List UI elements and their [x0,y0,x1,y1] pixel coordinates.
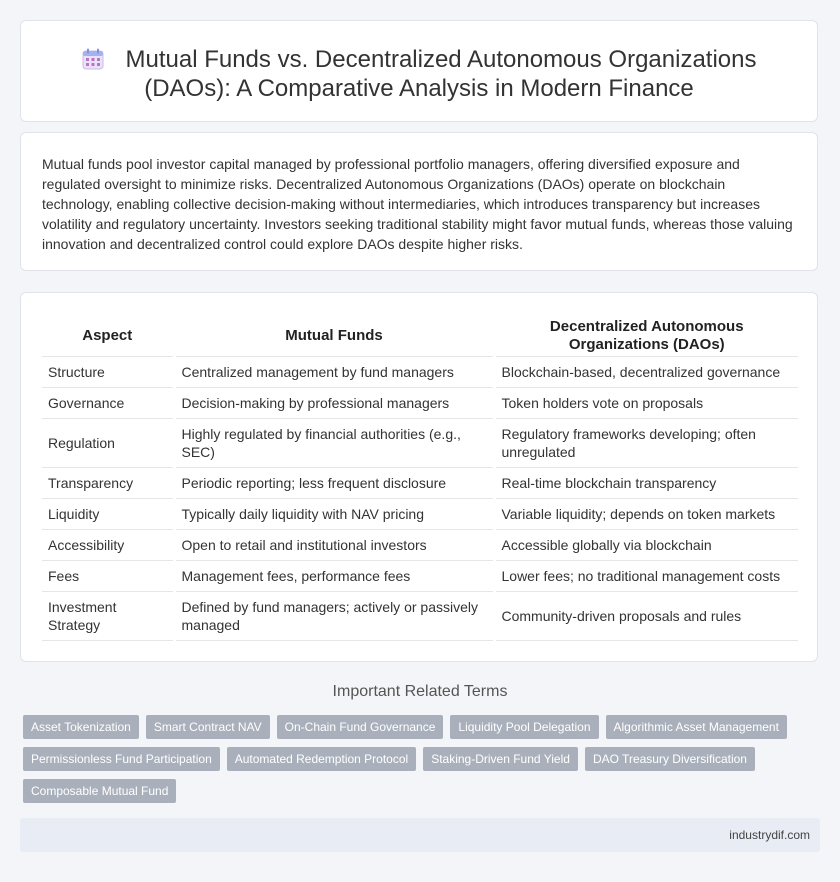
intro-card [20,132,818,271]
table-cell: Highly regulated by financial authorities (e.g., SEC) [174,418,494,467]
table-row [42,591,798,640]
related-term-tag[interactable]: Permissionless Fund Participation [23,747,220,771]
table-cell: Periodic reporting; less frequent disclosure [174,467,494,498]
title-line-2: (DAOs): A Comparative Analysis in Modern Finance [144,75,694,102]
comparison-table [42,316,798,641]
table-row [42,498,798,529]
table-cell: Defined by fund managers; actively or passively managed [174,591,494,640]
related-terms-list [23,715,823,811]
table-cell: Regulation [42,418,174,467]
title-line-1: Mutual Funds vs. Decentralized Autonomous Organizations [125,46,757,73]
table-cell: Structure [42,356,174,387]
page-title [21,45,817,103]
table-cell: Variable liquidity; depends on token markets [494,498,798,529]
title-card [20,20,818,122]
table-row [42,467,798,498]
table-cell: Fees [42,560,174,591]
related-term-tag[interactable]: On-Chain Fund Governance [277,715,444,739]
table-cell: Accessibility [42,529,174,560]
related-term-tag[interactable]: Staking-Driven Fund Yield [423,747,578,771]
related-term-tag[interactable]: Asset Tokenization [23,715,139,739]
table-cell: Liquidity [42,498,174,529]
related-term-tag[interactable]: Composable Mutual Fund [23,779,176,803]
table-cell: Lower fees; no traditional management costs [494,560,798,591]
table-row [42,387,798,418]
table-cell: Accessible globally via blockchain [494,529,798,560]
table-cell: Regulatory frameworks developing; often unregulated [494,418,798,467]
table-row [42,356,798,387]
table-cell: Real-time blockchain transparency [494,467,798,498]
table-row [42,560,798,591]
related-term-tag[interactable]: Liquidity Pool Delegation [450,715,598,739]
related-term-tag[interactable]: DAO Treasury Diversification [585,747,755,771]
table-cell: Community-driven proposals and rules [494,591,798,640]
comparison-card [20,292,818,662]
table-cell: Investment Strategy [42,591,174,640]
table-cell: Decision-making by professional managers [174,387,494,418]
table-cell: Token holders vote on proposals [494,387,798,418]
column-header: Mutual Funds [174,316,494,356]
table-row [42,529,798,560]
table-cell: Governance [42,387,174,418]
table-cell: Typically daily liquidity with NAV pricing [174,498,494,529]
table-cell: Management fees, performance fees [174,560,494,591]
table-row [42,418,798,467]
column-header: Decentralized Autonomous Organizations (DAOs) [494,316,798,356]
footer-site[interactable]: industrydif.com [729,828,810,842]
footer [20,818,820,852]
related-term-tag[interactable]: Automated Redemption Protocol [227,747,416,771]
table-cell: Centralized management by fund managers [174,356,494,387]
related-term-tag[interactable]: Algorithmic Asset Management [606,715,787,739]
column-header: Aspect [42,316,174,356]
calendar-icon [82,48,104,70]
table-cell: Transparency [42,467,174,498]
related-term-tag[interactable]: Smart Contract NAV [146,715,270,739]
table-header-row [42,316,798,356]
intro-text: Mutual funds pool investor capital managed by professional portfolio managers, offering diversified exposure and regulated oversight to minimize risks. Decentralized Autonomous Organizations (DAOs) operate on blockchain technology, enabling collective decision-making without intermediaries, which introduces transparency but increases volatility and regulatory uncertainty. Investors seeking traditional stability might favor mutual funds, whereas those valuing innovation and decentralized control could explore DAOs despite higher risks. [42,156,793,252]
related-terms-title: Important Related Terms [332,683,508,700]
table-cell: Open to retail and institutional investors [174,529,494,560]
table-cell: Blockchain-based, decentralized governance [494,356,798,387]
